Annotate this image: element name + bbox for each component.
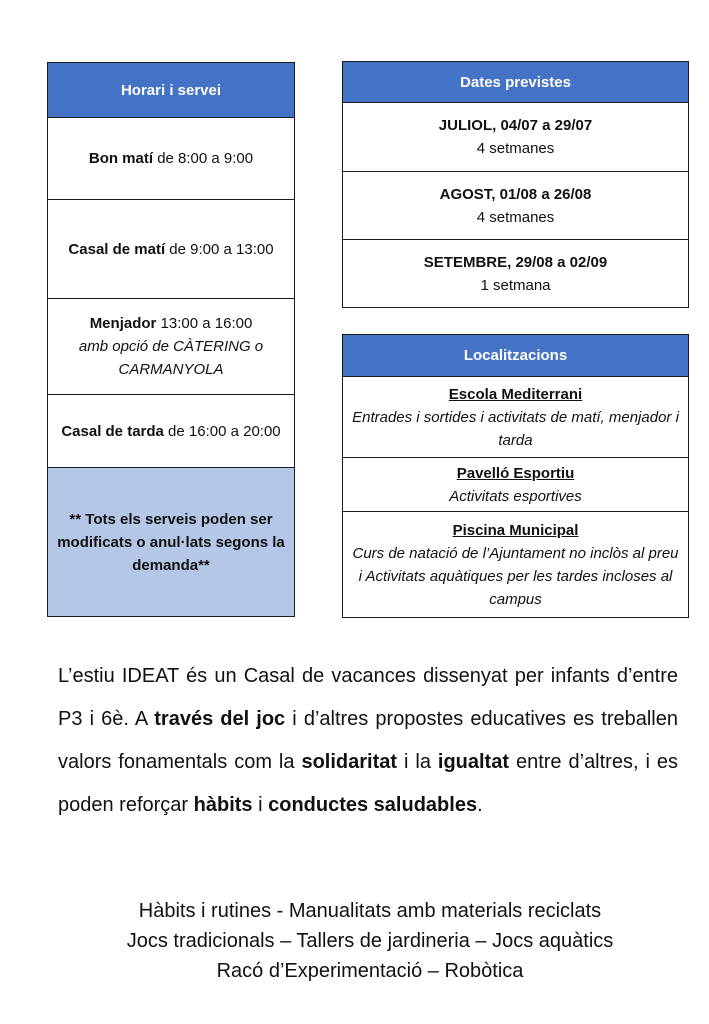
horari-title: Horari i servei xyxy=(48,63,295,118)
horari-row: Bon matí de 8:00 a 9:00 xyxy=(48,118,295,200)
description-paragraph: L’estiu IDEAT és un Casal de vacances dissenyat per infants d’entre P3 i 6è. A través del joc i d’altres propostes educatives es treballen valors fonamentals com la solidaritat i la igualtat entre d’altres, i es poden reforçar hàbits i conductes saludables. xyxy=(58,665,678,816)
dates-row: AGOST, 01/08 a 26/08 4 setmanes xyxy=(343,172,689,240)
location-row: Pavelló Esportiu Activitats esportives xyxy=(343,458,689,512)
dates-row: SETEMBRE, 29/08 a 02/09 1 setmana xyxy=(343,240,689,308)
location-row: Piscina Municipal Curs de natació de l’Ajuntament no inclòs al preu i Activitats aquàtiques per les tardes incloses al campus xyxy=(343,512,689,618)
activity-line: Hàbits i rutines - Manualitats amb materials reciclats xyxy=(138,900,602,922)
horari-table xyxy=(47,62,295,617)
activity-line: Jocs tradicionals – Tallers de jardineria – Jocs aquàtics xyxy=(126,930,614,952)
activities-list xyxy=(40,896,700,986)
dates-table xyxy=(342,61,689,308)
activity-line: Racó d’Experimentació – Robòtica xyxy=(216,960,524,982)
horari-row: Menjador 13:00 a 16:00 amb opció de CÀTERING o CARMANYOLA xyxy=(48,299,295,395)
location-row: Escola Mediterrani Entrades i sortides i activitats de matí, menjador i tarda xyxy=(343,377,689,458)
dates-row: JULIOL, 04/07 a 29/07 4 setmanes xyxy=(343,103,689,172)
horari-row: Casal de tarda de 16:00 a 20:00 xyxy=(48,395,295,468)
horari-row: Casal de matí de 9:00 a 13:00 xyxy=(48,200,295,299)
locations-title: Localitzacions xyxy=(343,335,689,377)
dates-title: Dates previstes xyxy=(343,62,689,103)
locations-table xyxy=(342,334,689,618)
horari-note: ** Tots els serveis poden ser modificats o anul·lats segons la demanda** xyxy=(48,468,295,617)
